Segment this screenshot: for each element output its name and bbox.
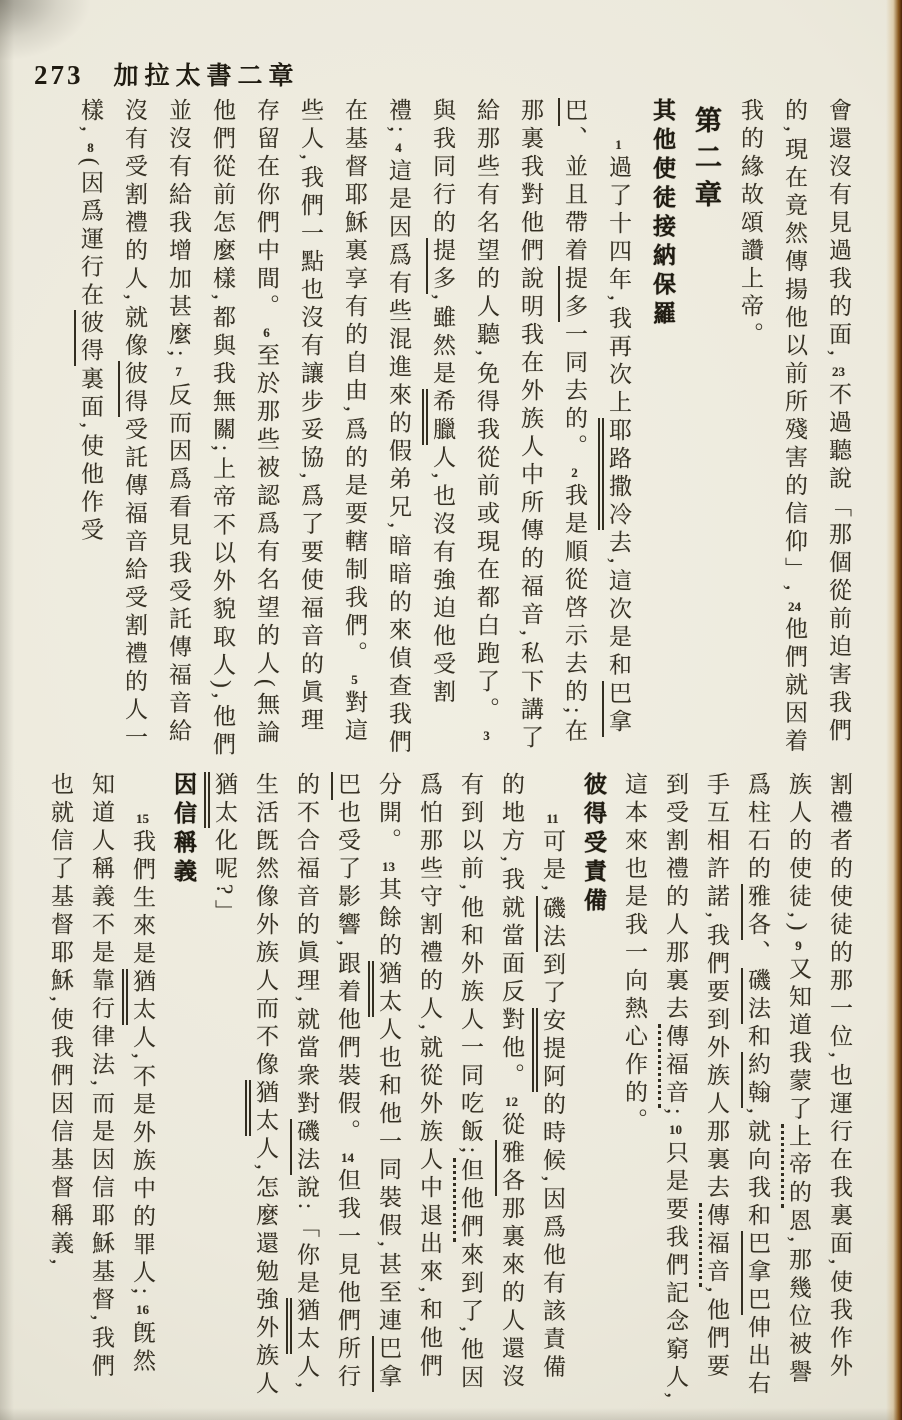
body-text: 來到了,他因爲怕那些守割禮的人,就從外族人中退出來,和他們分開。 (376, 772, 483, 1393)
verse-number: 23 (832, 364, 845, 378)
body-text: 化呢?」 (212, 828, 237, 928)
place-name-mark: 希臘 (422, 389, 455, 445)
verse-number: 15 (136, 812, 149, 825)
running-title: 加拉太書二章 (113, 63, 300, 90)
body-text: 恩,那幾位被譽爲柱石的 (745, 772, 811, 1388)
place-name-mark: 猶太 (286, 1298, 319, 1354)
person-name-mark: 磯法 (741, 968, 770, 1024)
body-text: 不過聽說「那個從前迫害我們的,現在竟然傳揚他以前所殘害的信仰」, (782, 98, 851, 746)
person-name-mark: 彼得 (74, 310, 103, 366)
place-name-mark: 猶太 (122, 969, 155, 1025)
body-text: ,他們要到受割禮的人那裏去 (663, 772, 729, 1382)
body-text: 人,也沒有強迫他受割禮; (386, 98, 455, 708)
scripture-paragraph (614, 772, 860, 1404)
page-number: 273 (34, 60, 84, 90)
person-name-mark: 巴拿巴 (741, 1231, 770, 1315)
person-name-mark: 巴拿巴 (331, 772, 401, 1392)
section-heading (163, 772, 204, 1404)
scripture-paragraph (728, 98, 860, 760)
body-text: 和 (745, 1024, 770, 1052)
section-heading (573, 772, 614, 1404)
body-text: 其餘的 (376, 877, 401, 961)
verse-number: 11 (546, 812, 559, 825)
body-text: 割禮者的使徒的那一位,也運行在我裏面,使我作外族人的使徒,) (786, 772, 852, 1382)
body-text: 人,怎麼還勉強外族人 (253, 1136, 278, 1399)
body-text: ,就向我和 (745, 1108, 770, 1231)
body-text: 一同去的。 (562, 322, 587, 462)
person-name-mark: 磯法 (290, 1119, 319, 1175)
person-name-mark: 彼得 (118, 361, 147, 417)
person-name-mark: 磯法 (536, 896, 565, 952)
place-name-mark: 猶太 (368, 961, 401, 1017)
verse-number: 8 (87, 140, 94, 154)
body-text: ; (663, 1108, 688, 1120)
scripture-paragraph (204, 772, 573, 1404)
body-text: 他們就因着我的緣故頌讚上帝。 (738, 98, 807, 757)
place-name-mark: 猶太 (245, 1080, 278, 1136)
body-text: 去,這次是和 (606, 529, 631, 681)
body-text: 到了 (540, 951, 565, 1008)
supplied-word-mark: 傳福音 (699, 1203, 729, 1287)
body-text: 可是, (540, 829, 565, 896)
body-text: 過了十四年,我再次上 (606, 155, 631, 418)
verse-number: 7 (175, 365, 182, 379)
supplied-word-mark: 但他們 (453, 1158, 483, 1242)
verse-number: 16 (136, 1303, 149, 1317)
chapter-heading (684, 98, 728, 760)
body-text: 我們生來是 (130, 829, 155, 969)
body-text: 裏面,使他作受 (78, 366, 103, 546)
body-text: 、 (745, 940, 770, 968)
body-text: 也受了影響,跟着他們裝假。 (335, 800, 360, 1147)
body-text: 第二章 (691, 106, 721, 217)
body-text: 因信稱義 (171, 772, 196, 888)
body-text: 、並且帶着 (562, 126, 587, 266)
person-name-mark: 約翰 (741, 1052, 770, 1108)
verse-number: 24 (788, 599, 801, 613)
body-text: 反而因爲看見我受託傳福音給沒有受割禮的人,就像 (122, 98, 191, 747)
body-text: 說:「你是 (294, 1174, 319, 1299)
body-text: 與我同行的 (430, 98, 455, 238)
book-gutter-edge (886, 0, 902, 1420)
verse-number: 6 (263, 326, 270, 339)
body-text: 那裏來的人還沒有到以前,他和外族人一同吃飯; (458, 772, 524, 1392)
supplied-word-mark: 上帝的 (781, 1124, 811, 1208)
scripture-paragraph (40, 772, 163, 1404)
body-text: 從 (499, 1111, 524, 1140)
verse-number: 3 (483, 728, 490, 742)
body-text: 人也和他一同裝假,甚至連 (376, 1017, 401, 1336)
body-text: 伸出右手互相許諾,我們要到外族人那裏去 (704, 772, 770, 1399)
verse-number: 14 (341, 1150, 354, 1164)
scripture-top-block (28, 98, 860, 760)
body-text: 其他使徒接納保羅 (650, 98, 675, 330)
body-text: ,雖然是 (430, 294, 455, 389)
person-name-mark: 巴拿巴 (558, 98, 631, 737)
verse-number: 10 (669, 1123, 682, 1137)
body-text: (因爲運行在 (78, 157, 103, 311)
scripture-paragraph (68, 98, 640, 760)
body-text: 彼得受責備 (581, 772, 606, 917)
body-text: 只是要我們記念窮人,這本來也是我一向熱心作的。 (622, 772, 688, 1404)
body-text: 至於那些被認爲有名望的人(無論他們從前怎麼樣,都與我無關;上帝不以外貌取人),他們並沒有給我增加甚麼; (166, 98, 279, 760)
body-text: 人,不是外族中的罪人; (130, 1025, 155, 1300)
body-text: 會還沒有見過我的面, (826, 98, 851, 361)
verse-number: 13 (382, 860, 395, 873)
body-text: 這是因爲有些混進來的假弟兄,暗暗的來偵查我們在基督耶穌裏享有的自由,爲的是要轄制我們。 (342, 98, 411, 758)
person-name-mark: 提多 (426, 238, 455, 294)
running-header (34, 56, 300, 92)
verse-number: 9 (795, 939, 802, 953)
supplied-word-mark: 傳福音 (658, 1024, 688, 1108)
body-text: 我是順從啓示去的;在那裏我對他們說明我在外族人中所傳的福音,私下講了給那些有名望的人聽,免得我從前或現在都白跑了。 (474, 98, 587, 753)
verse-number: 4 (395, 141, 402, 155)
body-text: 對這些人,我們一點也沒有讓步妥協,爲了要使福音的眞理存留在你們中間。 (254, 98, 367, 746)
body-text: 的時候,因爲他有該責備的地方,我就當面反對他。 (499, 772, 565, 1383)
person-name-mark: 雅各 (495, 1140, 524, 1196)
page-bottom-edge-shadow (0, 1408, 902, 1420)
verse-number: 2 (571, 466, 578, 479)
verse-number: 12 (505, 1094, 518, 1108)
person-name-mark: 雅各 (741, 884, 770, 940)
body-text: 又知道我蒙了 (786, 956, 811, 1125)
person-name-mark: 提多 (558, 266, 587, 322)
section-heading (640, 98, 684, 760)
body-text: 受託傳福音給受割禮的人一樣, (78, 98, 147, 753)
place-name-mark: 耶路撒冷 (598, 418, 631, 530)
scripture-bottom-block (28, 772, 860, 1404)
verse-number: 5 (351, 672, 358, 686)
body-text: 旣然知道人稱義不是靠行律法,而是因信耶穌基督,我們也就信了基督耶穌,使我們因信基督稱義, (48, 772, 155, 1382)
page-left-edge-shadow (0, 0, 14, 1420)
body-text: 人,生活旣然像外族人而不像 (253, 772, 319, 1393)
verse-number: 1 (615, 138, 622, 151)
place-name-mark: 猶太 (204, 772, 237, 828)
place-name-mark: 安提阿 (532, 1008, 565, 1092)
body-text: 但我一見他們所行的不合福音的眞理,就當衆對 (294, 772, 360, 1392)
